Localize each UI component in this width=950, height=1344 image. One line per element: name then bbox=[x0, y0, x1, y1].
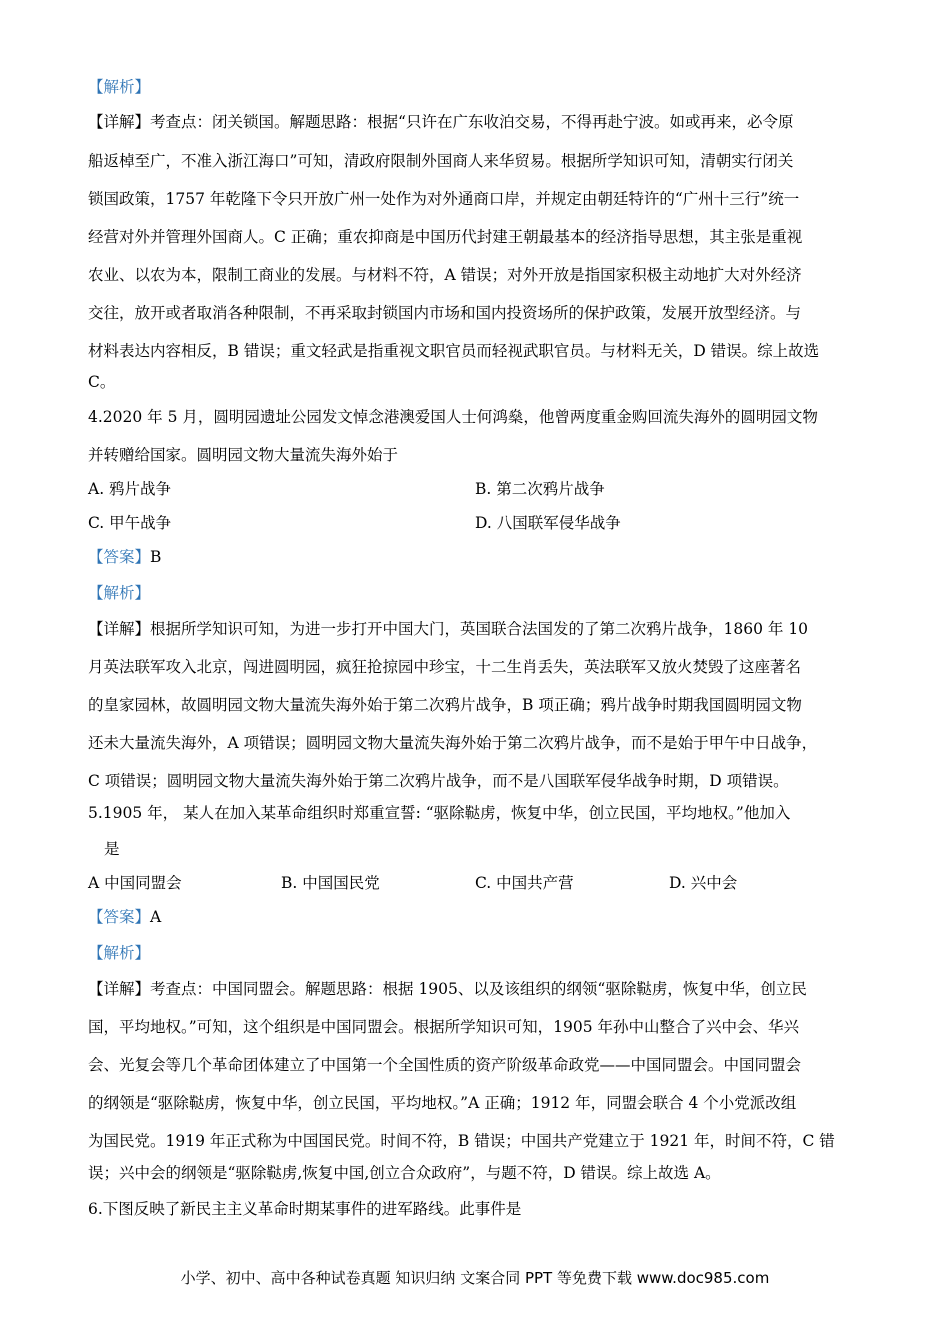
q4-detail-line-3: 的皇家园林，故圆明园文物大量流失海外始于第二次鸦片战争，B 项正确；鸦片战争时期我国圆明园文物 bbox=[88, 696, 802, 714]
q5-answer-tag: 【答案】 bbox=[88, 908, 151, 926]
q4-detail-line-4: 还未大量流失海外，A 项错误；圆明园文物大量流失海外始于第二次鸦片战争，而不是始于甲午中日战争， bbox=[88, 734, 818, 752]
q5-detail-tag: 【详解】 bbox=[88, 980, 151, 998]
q6-stem: 6.下图反映了新民主主义革命时期某事件的进军路线。此事件是 bbox=[88, 1200, 522, 1218]
q3-detail-line-2: 船返棹至广，不准入浙江海口”可知，清政府限制外国商人来华贸易。根据所学知识可知，清朝实行闭关 bbox=[88, 152, 794, 170]
q5-option-d: D. 兴中会 bbox=[669, 874, 738, 892]
q3-detail-line-5: 农业、以农为本，限制工商业的发展。与材料不符，A 错误；对外开放是指国家积极主动地扩大对外经济 bbox=[88, 266, 802, 284]
q3-detail-line-4: 经营对外并管理外国商人。C 正确；重农抑商是中国历代封建王朝最基本的经济指导思想，其主张是重视 bbox=[88, 228, 803, 246]
q4-stem-line-2: 并转赠给国家。圆明园文物大量流失海外始于 bbox=[88, 446, 399, 464]
q5-detail-line-4: 的纲领是“驱除鞑虏，恢复中华，创立民国，平均地权。”A 正确；1912 年，同盟会联合 4 个小党派改组 bbox=[88, 1094, 797, 1112]
q5-detail-line-3: 会、光复会等几个革命团体建立了中国第一个全国性质的资产阶级革命政党——中国同盟会。中国同盟会 bbox=[88, 1056, 802, 1074]
q3-detail-line-6: 交往，放开或者取消各种限制，不再采取封锁国内市场和国内投资场所的保护政策，发展开放型经济。与 bbox=[88, 304, 802, 322]
q4-detail-tag: 【详解】 bbox=[88, 620, 151, 638]
q5-stem-line-2: 是 bbox=[104, 840, 120, 858]
q4-detail-line-1: 【详解】根据所学知识可知，为进一步打开中国大门，英国联合法国发的了第二次鸦片战争，1860 年 10 bbox=[88, 620, 809, 638]
q4-answer-tag: 【答案】 bbox=[88, 548, 151, 566]
q4-option-b: B. 第二次鸦片战争 bbox=[475, 480, 605, 498]
q4-detail-line-2: 月英法联军攻入北京，闯进圆明园，疯狂抢掠园中珍宝，十二生肖丢失，英法联军又放火焚毁了这座著名 bbox=[88, 658, 802, 676]
q5-answer-line bbox=[88, 907, 161, 927]
q3-analysis-tag: 【解析】 bbox=[88, 78, 151, 96]
q5-option-b: B. 中国国民党 bbox=[281, 874, 380, 892]
q5-answer: A bbox=[150, 908, 162, 926]
q4-answer: B bbox=[150, 548, 162, 566]
q3-detail-line-8: C。 bbox=[88, 373, 116, 391]
q3-detail-line-3: 锁国政策，1757 年乾隆下令只开放广州一处作为对外通商口岸，并规定由朝廷特许的“广州十三行”统一 bbox=[88, 190, 800, 208]
q4-option-d: D. 八国联军侵华战争 bbox=[475, 514, 621, 532]
page-footer: 小学、初中、高中各种试卷真题 知识归纳 文案合同 PPT 等免费下载 www.doc985.com bbox=[180, 1269, 770, 1287]
q5-analysis-tag: 【解析】 bbox=[88, 944, 151, 962]
q5-stem-line-1: 5.1905 年， 某人在加入某革命组织时郑重宣誓: “驱除鞑虏，恢复中华，创立民国，平均地权。”他加入 bbox=[88, 804, 791, 822]
q4-answer-line bbox=[88, 547, 161, 567]
q3-detail-line-7: 材料表达内容相反，B 错误；重文轻武是指重视文职官员而轻视武职官员。与材料无关，D 错误。综上故选 bbox=[88, 342, 820, 360]
q4-stem-line-1: 4.2020 年 5 月，圆明园遗址公园发文悼念港澳爱国人士何鸿燊，他曾两度重金购回流失海外的圆明园文物 bbox=[88, 408, 818, 426]
q4-detail-line-5: C 项错误；圆明园文物大量流失海外始于第二次鸦片战争，而不是八国联军侵华战争时期，D 项错误。 bbox=[88, 772, 789, 790]
q5-detail-line-2: 国，平均地权。”可知，这个组织是中国同盟会。根据所学知识可知，1905 年孙中山整合了兴中会、华兴 bbox=[88, 1018, 800, 1036]
q5-detail-line-1: 【详解】考查点：中国同盟会。解题思路：根据 1905、以及该组织的纲领“驱除鞑虏，恢复中华，创立民 bbox=[88, 980, 807, 998]
q4-analysis-tag: 【解析】 bbox=[88, 584, 151, 602]
q5-option-a: A 中国同盟会 bbox=[88, 874, 182, 892]
q3-detail-tag: 【详解】 bbox=[88, 113, 151, 131]
q5-detail-line-6: 误；兴中会的纲领是“驱除鞑虏,恢复中国,创立合众政府”，与题不符，D 错误。综上故选 A。 bbox=[88, 1164, 721, 1182]
q3-detail-line-1: 【详解】考查点：闭关锁国。解题思路：根据“只许在广东收泊交易，不得再赴宁波。如或再来，必令原 bbox=[88, 113, 794, 131]
q4-option-c: C. 甲午战争 bbox=[88, 514, 172, 532]
q5-option-c: C. 中国共产营 bbox=[475, 874, 574, 892]
q5-detail-line-5: 为国民党。1919 年正式称为中国国民党。时间不符，B 错误；中国共产党建立于 1921 年，时间不符，C 错 bbox=[88, 1132, 835, 1150]
q4-option-a: A. 鸦片战争 bbox=[88, 480, 172, 498]
